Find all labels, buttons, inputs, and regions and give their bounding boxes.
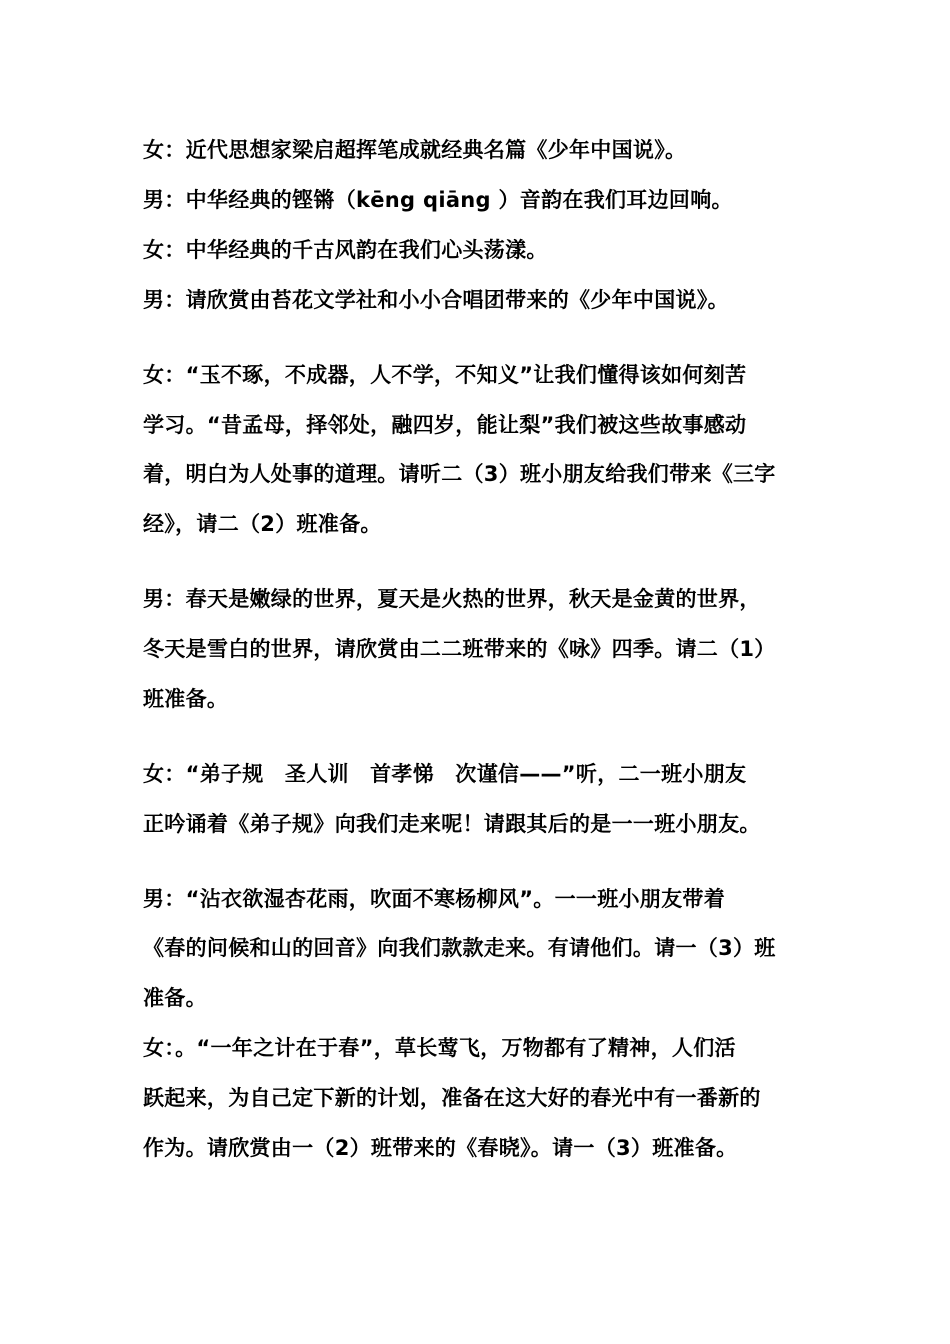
text-line: 男：中华经典的铿锵（kēng qiāng ）音韵在我们耳边回响。: [143, 188, 733, 212]
text-line: 女：中华经典的千古风韵在我们心头荡漾。: [143, 238, 548, 262]
text-line: 准备。: [143, 986, 207, 1010]
text-line: 班准备。: [143, 687, 229, 711]
text-line: 学习。“昔孟母，择邻处，融四岁，能让梨”我们被这些故事感动: [143, 413, 747, 437]
text-line: 着，明白为人处事的道理。请听二（3）班小朋友给我们带来《三字: [143, 462, 776, 486]
text-line: 正吟诵着《弟子规》向我们走来呢！请跟其后的是一一班小朋友。: [143, 812, 761, 836]
text-line: 男：请欣赏由苔花文学社和小小合唱团带来的《少年中国说》。: [143, 288, 729, 312]
text-line: 《春的问候和山的回音》向我们款款走来。有请他们。请一（3）班: [143, 936, 776, 960]
text-line: 女：“玉不琢，不成器，人不学，不知义”让我们懂得该如何刻苦: [143, 363, 747, 387]
text-line: 女：“弟子规 圣人训 首孝悌 次谨信——”听，二一班小朋友: [143, 762, 747, 786]
text-line: 冬天是雪白的世界，请欣赏由二二班带来的《咏》四季。请二（1）: [143, 637, 776, 661]
text-line: 跃起来，为自己定下新的计划，准备在这大好的春光中有一番新的: [143, 1086, 761, 1110]
text-line: 男：“沾衣欲湿杏花雨，吹面不寒杨柳风”。一一班小朋友带着: [143, 887, 726, 911]
text-line: 男：春天是嫩绿的世界，夏天是火热的世界，秋天是金黄的世界，: [143, 587, 761, 611]
text-line: 女：。“一年之计在于春”，草长莺飞，万物都有了精神，人们活: [143, 1036, 736, 1060]
text-line: 作为。请欣赏由一（2）班带来的《春晓》。请一（3）班准备。: [143, 1136, 738, 1160]
text-line: 女：近代思想家梁启超挥笔成就经典名篇《少年中国说》。: [143, 138, 687, 162]
text-line: 经》，请二（2）班准备。: [143, 512, 382, 536]
